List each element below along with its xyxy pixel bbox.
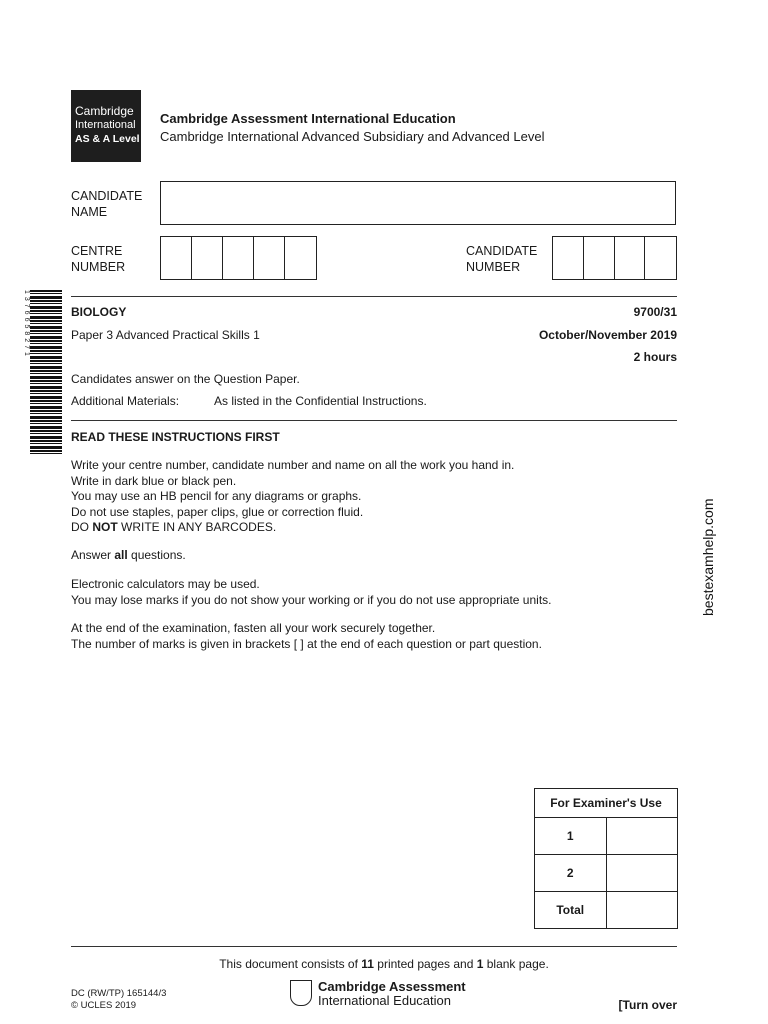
instruction-text: Answer bbox=[71, 548, 115, 562]
candidate-name-field[interactable] bbox=[160, 181, 676, 225]
subject: BIOLOGY bbox=[71, 305, 127, 319]
instructions-block-3 bbox=[71, 577, 551, 608]
centre-number-label-line2: NUMBER bbox=[71, 260, 126, 274]
centre-number-label bbox=[71, 243, 125, 275]
footer-divider bbox=[71, 946, 677, 947]
instruction-text: WRITE IN ANY BARCODES. bbox=[117, 520, 277, 534]
materials-value: As listed in the Confidential Instructions. bbox=[214, 394, 427, 408]
centre-number-cell[interactable] bbox=[285, 237, 316, 279]
footer-logo-line1: Cambridge Assessment bbox=[318, 979, 466, 994]
instruction-text: questions. bbox=[127, 548, 186, 562]
divider bbox=[71, 296, 677, 297]
instruction-line: Electronic calculators may be used. bbox=[71, 577, 260, 591]
instruction-text: DO bbox=[71, 520, 93, 534]
centre-number-cell[interactable] bbox=[223, 237, 254, 279]
instructions-block-1 bbox=[71, 458, 514, 536]
candidate-number-label-line2: NUMBER bbox=[466, 260, 521, 274]
footer-page-count: 11 bbox=[361, 957, 374, 971]
centre-number-cell[interactable] bbox=[254, 237, 285, 279]
instruction-emphasis: NOT bbox=[92, 520, 118, 534]
examiner-use-table bbox=[534, 788, 678, 929]
centre-number-cell[interactable] bbox=[161, 237, 192, 279]
footer-text: This document consists of bbox=[219, 957, 362, 971]
instruction-line: Do not use staples, paper clips, glue or correction fluid. bbox=[71, 504, 364, 519]
header-subtitle: Cambridge International Advanced Subsidiary and Advanced Level bbox=[160, 129, 545, 144]
instruction-line: Write in dark blue or black pen. bbox=[71, 473, 237, 488]
examiner-table-heading: For Examiner's Use bbox=[535, 789, 678, 818]
exam-duration: 2 hours bbox=[633, 350, 677, 364]
divider bbox=[71, 420, 677, 421]
document-reference: DC (RW/TP) 165144/3 bbox=[71, 988, 167, 999]
instruction-emphasis: all bbox=[114, 548, 128, 562]
instruction-line: The number of marks is given in brackets [ ] at the end of each question or part question. bbox=[71, 636, 542, 651]
footer-blank-count: 1 bbox=[476, 957, 484, 971]
candidate-name-label-line2: NAME bbox=[71, 205, 108, 219]
candidate-number-cell[interactable] bbox=[584, 237, 615, 279]
candidate-number-label-line1: CANDIDATE bbox=[466, 244, 538, 258]
examiner-row-label: Total bbox=[535, 892, 607, 929]
header-title: Cambridge Assessment International Education bbox=[160, 111, 456, 126]
paper-code: 9700/31 bbox=[633, 305, 677, 319]
examiner-row-label: 2 bbox=[535, 855, 607, 892]
candidate-name-label bbox=[71, 188, 142, 220]
candidate-number-label bbox=[466, 243, 537, 275]
examiner-mark-cell[interactable] bbox=[606, 892, 678, 929]
instruction-line: You may use an HB pencil for any diagrams or graphs. bbox=[71, 489, 362, 503]
candidate-number-cell[interactable] bbox=[645, 237, 676, 279]
logo-line-1: Cambridge bbox=[75, 104, 134, 118]
logo-line-2: International bbox=[75, 119, 136, 131]
cambridge-logo bbox=[71, 90, 141, 162]
instruction-line: You may lose marks if you do not show your working or if you do not use appropriate units. bbox=[71, 592, 552, 607]
turn-over: [Turn over bbox=[618, 998, 677, 1012]
examiner-mark-cell[interactable] bbox=[606, 818, 678, 855]
page-count-note bbox=[0, 957, 768, 971]
materials-label: Additional Materials: bbox=[71, 394, 180, 408]
instructions-heading: READ THESE INSTRUCTIONS FIRST bbox=[71, 430, 280, 444]
examiner-mark-cell[interactable] bbox=[606, 855, 678, 892]
instruction-line-barcodes bbox=[71, 520, 514, 536]
barcode bbox=[30, 290, 62, 454]
copyright: © UCLES 2019 bbox=[71, 1000, 137, 1011]
exam-session: October/November 2019 bbox=[538, 328, 677, 342]
answer-location: Candidates answer on the Question Paper. bbox=[71, 372, 300, 386]
candidate-number-cell[interactable] bbox=[553, 237, 584, 279]
centre-number-cell[interactable] bbox=[192, 237, 223, 279]
paper-title: Paper 3 Advanced Practical Skills 1 bbox=[71, 328, 260, 342]
side-watermark: bestexamhelp.com bbox=[700, 498, 716, 616]
candidate-number-field[interactable] bbox=[552, 236, 677, 280]
centre-number-label-line1: CENTRE bbox=[71, 244, 123, 258]
instruction-line: At the end of the examination, fasten all your work securely together. bbox=[71, 621, 436, 635]
candidate-number-cell[interactable] bbox=[615, 237, 646, 279]
barcode-digits: 1376658271 bbox=[23, 290, 30, 359]
cambridge-crest-icon bbox=[290, 980, 312, 1006]
instructions-answer bbox=[71, 548, 186, 564]
footer-text: printed pages and bbox=[373, 957, 477, 971]
candidate-name-label-line1: CANDIDATE bbox=[71, 189, 143, 203]
logo-line-3: AS & A Level bbox=[75, 133, 140, 145]
footer-text: blank page. bbox=[483, 957, 549, 971]
footer-logo-line2: International Education bbox=[318, 993, 451, 1008]
instruction-line: Write your centre number, candidate number and name on all the work you hand in. bbox=[71, 458, 515, 472]
centre-number-field[interactable] bbox=[160, 236, 317, 280]
examiner-row-label: 1 bbox=[535, 818, 607, 855]
footer-logo bbox=[318, 980, 466, 1008]
footer-ref bbox=[71, 988, 166, 1012]
instructions-block-4 bbox=[71, 621, 542, 652]
